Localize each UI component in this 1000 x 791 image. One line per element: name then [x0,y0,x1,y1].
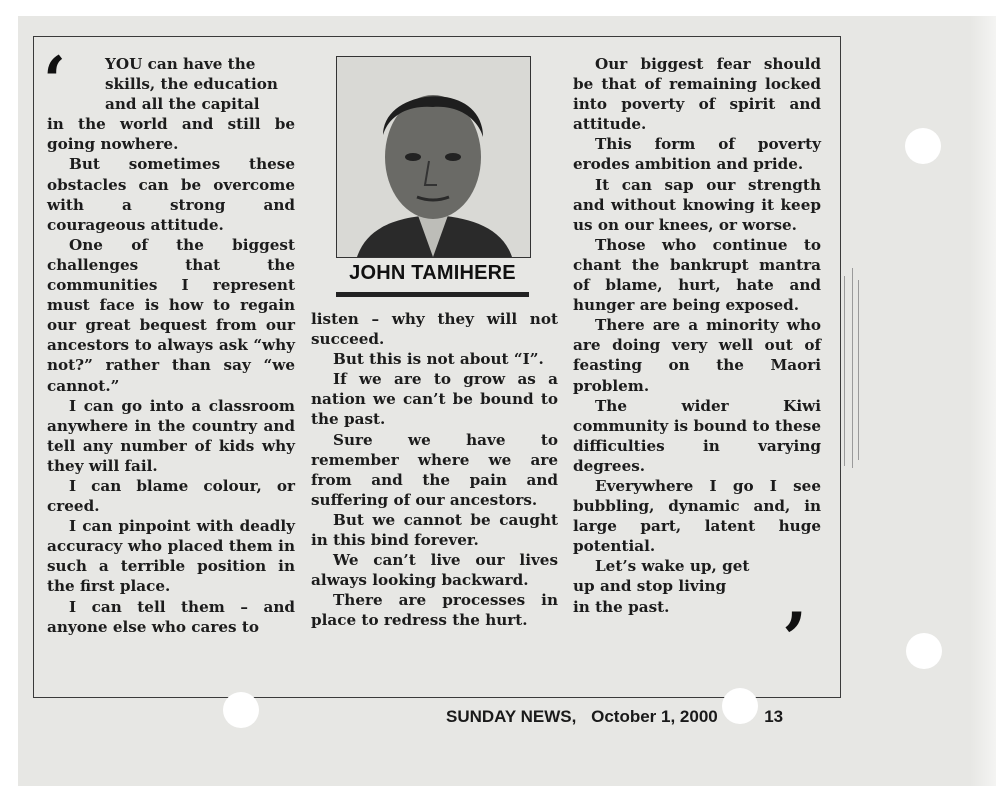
pencil-mark [858,280,859,460]
lead-line-3: and all the capital [105,95,260,114]
closing-line-2: up and stop living [573,577,727,596]
paragraph: Everywhere I go I see bubbling, dynamic and, in large part, latent huge potential. [573,476,821,556]
paragraph: Those who continue to chant the bankrupt mantra of blame, hurt, hate and hunger are being exposed. [573,235,821,315]
closing-line-1: Let’s wake up, get [595,557,750,576]
punch-hole [905,128,941,164]
author-byline: JOHN TAMIHERE [349,262,516,284]
pencil-mark [844,276,845,466]
paragraph: I can tell them – and anyone else who cares to [47,597,295,636]
author-photo [336,56,531,258]
page-number: 13 [764,707,784,726]
punch-hole [722,688,758,724]
lead-line-1: YOU can have the [105,55,256,73]
paragraph: We can’t live our lives always looking backward. [311,551,558,590]
close-quote-mark: ’ [782,596,808,681]
byline-rule [336,292,529,297]
article-column-2 [311,309,558,631]
paragraph: But this is not about “I”. [333,350,544,369]
closing-line-3: in the past. [573,597,670,616]
publication-date: October 1, 2000 [591,707,718,726]
paragraph: Sure we have to remember where we are from and the pain and suffering of our ancestors. [311,430,558,509]
article-column-3 [573,54,821,617]
punch-hole [223,692,259,728]
paragraph: But we cannot be caught in this bind forever. [311,510,558,550]
paragraph: This form of poverty erodes ambition and pride. [573,135,821,174]
paragraph: It can sap our strength and without knowing it keep us on our knees, or worse. [573,175,821,234]
paragraph: There are a minority who are doing very well out of feasting on the Maori problem. [573,316,821,395]
punch-hole [906,633,942,669]
paragraph: Our biggest fear should be that of remaining locked into poverty of spirit and attitude. [573,55,821,134]
paragraph: One of the biggest challenges that the communities I represent must face is how to regain our great bequest from our ancestors to always ask “why not?” rather than say “we cannot.” [47,235,295,395]
paragraph: But sometimes these obstacles can be overcome with a strong and courageous attitude. [47,155,295,234]
paragraph: If we are to grow as a nation we can’t be bound to the past. [311,370,558,429]
portrait-photo-icon [337,57,530,257]
paragraph: There are processes in place to redress the hurt. [311,591,558,630]
paragraph: The wider Kiwi community is bound to these difficulties in varying degrees. [573,396,821,475]
paragraph: I can pinpoint with deadly accuracy who placed them in such a terrible position in the first place. [47,517,295,596]
pencil-mark [852,268,853,468]
paragraph: I can go into a classroom anywhere in the country and tell any number of kids why they will fail. [47,396,295,475]
open-quote-mark: ‘ [43,42,66,120]
paragraph: in the world and still be going nowhere. [47,115,295,154]
publication-name: SUNDAY NEWS, [446,707,577,726]
article-column-1 [47,54,295,637]
paragraph: I can blame colour, or creed. [47,476,295,516]
paragraph: listen – why they will not succeed. [311,310,558,349]
lead-line-2: skills, the education [105,75,278,94]
